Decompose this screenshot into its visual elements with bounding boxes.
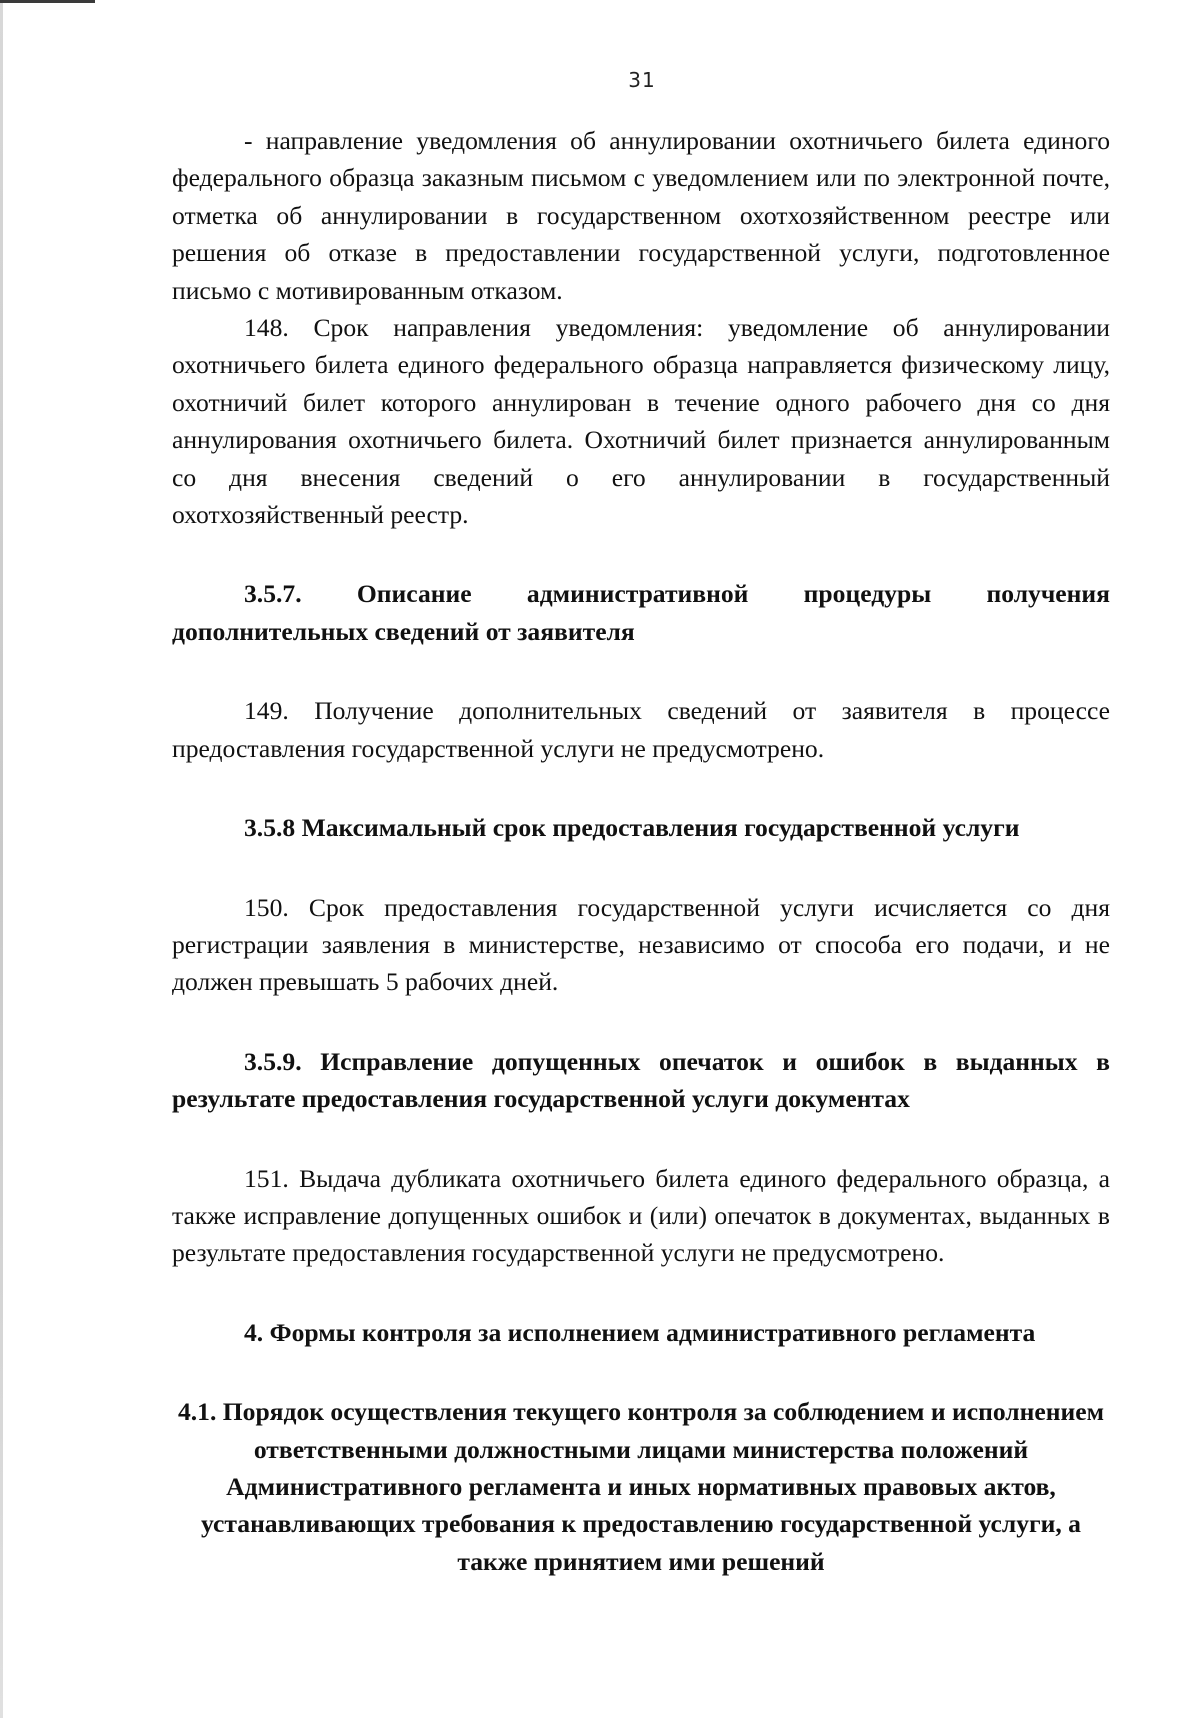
heading-3-5-9: 3.5.9. Исправление допущенных опечаток и ошибок в выданных в результате предоставления государственной услуги документах [172,1046,1110,1114]
heading-4-1: 4.1. Порядок осуществления текущего контроля за соблюдением и исполнением ответственными должностными лицами министерства положений Административного регламента и иных нормативных правовых актов, устанавливающих требования к предоставлению государственной услуги, а также принятием ими решений [177,1397,1105,1576]
paragraph-result-notice: - направление уведомления об аннулировании охотничьего билета единого федерального образца заказным письмом с уведомлением или по электронной почте, отметка об аннулировании в государственном охотхозяйственном реестре или решения об отказе в предоставлении государственной услуги, подготовленное письмо с мотивированным отказом. [172,126,1110,305]
paragraph-148: 148. Срок направления уведомления: уведомление об аннулировании охотничьего билета единого федерального образца направляется физическому лицу, охотничий билет которого аннулирован в течение одного рабочего дня со дня аннулирования охотничьего билета. Охотничий билет признается аннулированным со дня внесения сведений о его аннулировании в государственный охотхозяйственный реестр. [172,313,1110,530]
page-number: 31 [628,68,656,92]
paragraph-150: 150. Срок предоставления государственной услуги исчисляется со дня регистрации заявления в министерстве, независимо от способа его подачи, и не должен превышать 5 рабочих дней. [172,892,1110,997]
heading-3-5-7: 3.5.7. Описание административной процедуры получения дополнительных сведений от заявителя [172,579,1110,646]
heading-4: 4. Формы контроля за исполнением административного регламента [244,1317,1036,1347]
document-body [172,122,1110,1580]
paragraph-149: 149. Получение дополнительных сведений от заявителя в процессе предоставления государственной услуги не предусмотрено. [172,696,1110,763]
heading-3-5-8: 3.5.8 Максимальный срок предоставления государственной услуги [244,813,1020,843]
paragraph-151: 151. Выдача дубликата охотничьего билета единого федерального образца, а также исправление допущенных ошибок и (или) опечаток в документах, выданных в результате предоставления государственной услуги не предусмотрено. [172,1163,1110,1268]
scan-top-mark [0,0,95,3]
scan-edge [0,0,3,1718]
